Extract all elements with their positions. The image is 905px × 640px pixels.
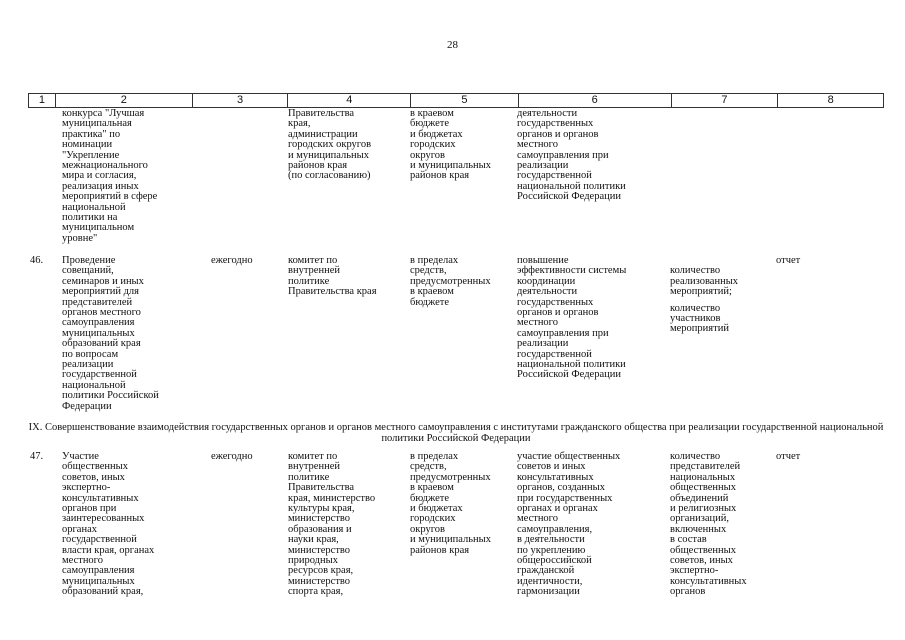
row-continued-col4: Правительства края, администрации городских округов и муниципальных районов края (по согласованию) (288, 108, 372, 182)
column-header-2: 2 (56, 94, 193, 107)
table-header-row (28, 93, 884, 108)
row-47-col5: в пределах средств, предусмотренных в краевом бюджете и бюджетах городских округов и муниципальных районов края (410, 451, 491, 556)
column-header-5: 5 (411, 94, 519, 107)
column-header-4: 4 (288, 94, 411, 107)
row-continued-col6: деятельности государственных органов и органов местного самоуправления при реализации государственной национальной политики Российской Федерации (517, 108, 626, 203)
row-46-col7-indicator-b: количество участников мероприятий (670, 302, 729, 335)
row-46-col5: в пределах средств, предусмотренных в краевом бюджете (410, 255, 491, 308)
column-header-1: 1 (29, 94, 56, 107)
column-header-7: 7 (672, 94, 779, 107)
row-46-col4: комитет по внутренней политике Правительства края (288, 255, 377, 298)
row-47-number: 47. (30, 451, 44, 462)
column-header-8: 8 (827, 94, 834, 106)
row-46-number: 46. (30, 255, 44, 266)
row-46-col7-indicator-a: количество реализованных мероприятий; (670, 265, 739, 298)
row-47-col7: количество представителей национальных общественных объединений и религиозных организаций, включенных в состав общественных советов, иных экспертно- консультативных органов (670, 451, 747, 598)
row-continued-col5: в краевом бюджете и бюджетах городских округов и муниципальных районов края (410, 108, 491, 182)
column-header-3: 3 (193, 94, 289, 107)
row-46-col6: повышение эффективности системы координации деятельности государственных органов и органов местного самоуправления при реализации государственной национальной политики Российской Федерации (517, 255, 627, 381)
row-47-col4: комитет по внутренней политике Правительства края, министерство культуры края, министерство образования и науки края, министерство природных ресурсов края, министерство спорта края, (288, 451, 376, 598)
row-46-col8: отчет (776, 255, 801, 266)
row-continued-col2: конкурса "Лучшая муниципальная практика" по номинации "Укрепление межнационального мира и согласия, реализация иных мероприятий в сфере национальной политики на муниципальном уровне" (62, 108, 158, 244)
row-46-col2: Проведение совещаний, семинаров и иных мероприятий для представителей органов местного самоуправления муниципальных образований края по вопросам реализации государственной национальной политики Российской Федерации (62, 255, 159, 412)
row-47-col2: Участие общественных советов, иных экспертно- консультативных органов при заинтересованных органах государственной власти края, органах местного самоуправления муниципальных образований края, (62, 451, 155, 598)
section-ix-heading: IX. Совершенствование взаимодействия государственных органов и органов местного самоуправления с институтами гражданского общества при реализации государственной национальной политики Российской Федерации (28, 422, 884, 444)
row-47-col8: отчет (776, 451, 801, 462)
column-header-6: 6 (519, 94, 672, 107)
row-47-col6: участие общественных советов и иных консультативных органов, созданных при государственных органах и органах местного самоуправления, в деятельности по укреплению общероссийской гражданской идентичности, гармонизации (517, 451, 621, 598)
page-number: 28 (447, 39, 458, 51)
row-46-col3: ежегодно (211, 255, 253, 266)
row-47-col3: ежегодно (211, 451, 253, 462)
row-46-col7 (670, 256, 738, 335)
